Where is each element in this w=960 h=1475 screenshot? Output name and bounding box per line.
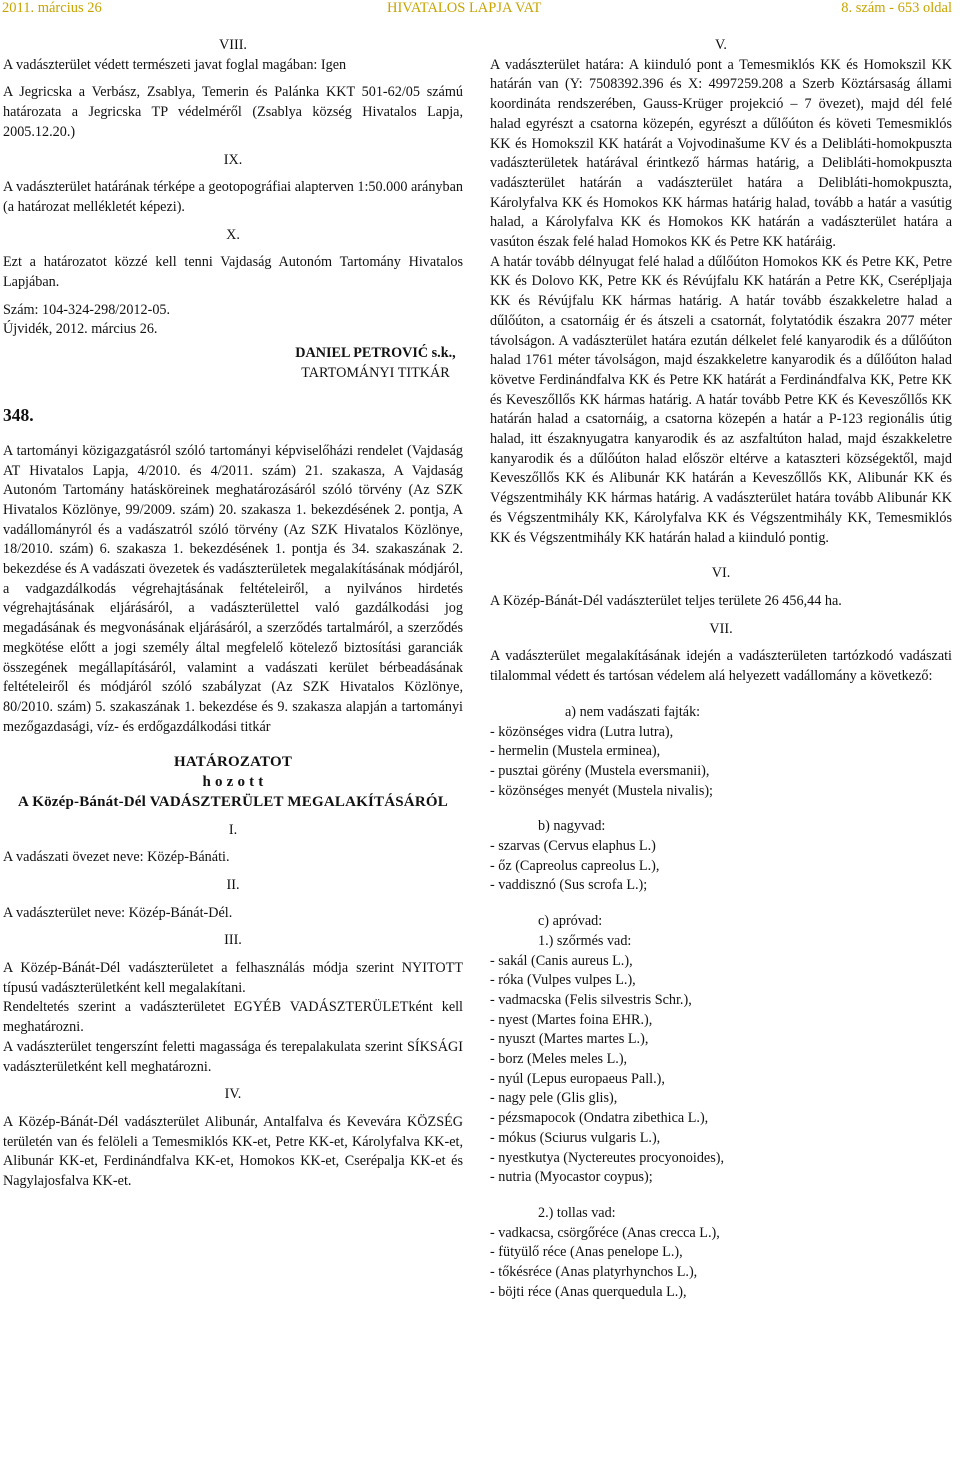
section-8-heading: VIII.	[219, 37, 247, 53]
preamble-text: A tartományi közigazgatásról szóló tartományi képviselőházi rendelet (Vajdaság AT Hivatalos Lapja, 4/2010. és 4/2011. szám) 21. szakasza, A Vajdaság Autonóm Tartomány hatásköreinek meghatározásáról szóló törvény (Az SZK Hivatalos Közlönye, 99/2009. szám) 20. szakasza 1. bekezdésének 2. pontja, A vadállományról és a vadászatról szóló törvény (Az SZK Hivatalos Közlönye, 18/2010. szám) 6. szakasza 1. bekezdésének 1. pontja és 34. szakaszának 2. bekezdése és A vadászati övezetek és vadászterületek megalakításának módjáról, a vadgazdálkodás végrehajtásának feltételeiről, a nyilvános hirdetés végrehajtásának eljárásáról, a vadászterülettel való gazdálkodási jog megadásának és megvonásának eljárásáról, a szerződés tartalmáról, a szerződés megkötése előtt a jogi személy által megfelelő kötelező biztosítási garanciák összegének megállapításáról, valamint a vadászati kerület bérbeadásának feltételeiről és módjáról szóló szabályzat (Az SZK Hivatalos Közlönye, 80/2010. szám) 5. szakaszának 1. bekezdése és 9. szakasza alapján a tartományi mezőgazdasági, víz- és erdőgazdálkodási titkár	[3, 442, 463, 735]
decision-heading: A Közép-Bánát-Dél VADÁSZTERÜLET MEGALAKÍTÁSÁRÓL	[18, 793, 448, 810]
list-item: - hermelin (Mustela erminea),	[490, 743, 661, 760]
category-c1-list	[490, 952, 952, 1188]
section-8-protected-value: A vadászterület védett természeti javat foglal magában: Igen	[3, 56, 347, 73]
section-7-heading: VII.	[709, 620, 733, 637]
section-3-heading: III.	[224, 932, 242, 949]
section-5-heading: V.	[715, 37, 727, 53]
section-7-text: A vadászterület megalakításának idején a vadászterületen tartózkodó vadászati tilalommal védett és tartósan védelem alá helyezett vadállomány a következő:	[490, 648, 952, 685]
list-item: - vaddisznó (Sus scrofa L.);	[490, 877, 648, 894]
category-c2-label: 2.) tollas vad:	[538, 1204, 616, 1221]
category-b-label: b) nagyvad:	[538, 818, 606, 835]
section-3-text-3: A vadászterület tengerszínt feletti magassága és terepalakulata szerint SÍKSÁGI vadászterületként kell meghatározni.	[3, 1038, 463, 1075]
header-page-number: 8. szám - 653 oldal	[841, 0, 952, 16]
section-5-boundary-text-2: A határ tovább délnyugat felé halad a dűlőúton Homokos KK és Petre KK, Petre KK és Dolovo KK, Petre KK és Révújfalu KK határán a Petre KK, Cserépljaja KK és Révújfalu KK hármas határig. A határ tovább északkeletre halad a dűlőúton, a csatornáig ér és átszeli a csatornát, folytatódik északra 2077 méter távolságon. A vadászterület határa ezután délkelet felé kanyarodik és a dűlőúton halad 1761 méter távolságon, majd északkeletre kanyarodik és a dűlőúton halad követve Ferdinándfalva KK és Petre KK határát a Ferdinándfalva KK, Petre KK és Keveszőllős KK hármas határig. A határ tovább Petre KK és Keveszőllős KK határán halad a csatornáig, a csatorna közepén a határ a P-123 regionális útig halad, itt északnyugatra kanyarodik és az aszfaltúton halad, majd északkeletre kanyarodik és a dűlőúton halad először eltérve a kataszteri községektől, majd Keveszőllős KK és Alibunár KK határán a Keveszőllős KK, Alibunár KK és Végszentmihály KK hármas határig. A vadászterület határa tovább Alibunár KK és Végszentmihály KK, Károlyfalva KK és Végszentmihály KK, Temesmiklós KK és Végszentmihály KK határán halad a kiinduló pontig.	[490, 253, 952, 546]
section-8-decision-reference: A Jegricska a Verbász, Zsablya, Temerin és Palánka KKT 501-62/05 számú határozata a Jegricska TP védelméről (Zsablya község Hivatalos Lapja, 2005.12.20.)	[3, 84, 463, 140]
list-item: - róka (Vulpes vulpes L.),	[490, 972, 636, 989]
list-item: - őz (Capreolus capreolus L.),	[490, 857, 660, 874]
section-10-publication-text: Ezt a határozatot közzé kell tenni Vajdaság Autonóm Tartomány Hivatalos Lapjában.	[3, 254, 463, 291]
category-a-list	[490, 723, 952, 802]
section-6-heading: VI.	[711, 565, 731, 582]
list-item: - nyestkutya (Nyctereutes procyonoides),	[490, 1149, 725, 1166]
place-and-date: Újvidék, 2012. március 26.	[3, 321, 158, 338]
list-item: - nutria (Myocastor coypus);	[490, 1169, 653, 1186]
category-c2-list	[490, 1224, 952, 1303]
list-item: - pézsmapocok (Ondatra zibethica L.),	[490, 1110, 709, 1127]
category-a-label: a) nem vadászati fajták:	[565, 703, 701, 720]
section-6-area-text: A Közép-Bánát-Dél vadászterület teljes területe 26 456,44 ha.	[490, 592, 842, 609]
document-number: 348.	[3, 405, 34, 426]
section-10-heading: X.	[226, 226, 240, 243]
section-1-text: A vadászati övezet neve: Közép-Bánáti.	[3, 849, 230, 866]
section-9-map-text: A vadászterület határának térképe a geotopográfiai alapterven 1:50.000 arányban (a határozat mellékletét képezi).	[3, 179, 463, 215]
decision-title: HATÁROZATOT	[173, 754, 293, 771]
list-item: - nyest (Martes foina EHR.),	[490, 1011, 653, 1028]
signatory-title: TARTOMÁNYI TITKÁR	[301, 365, 450, 382]
section-2-heading: II.	[226, 876, 240, 893]
list-item: - böjti réce (Anas querquedula L.),	[490, 1283, 687, 1300]
list-item: - nagy pele (Glis glis),	[490, 1090, 618, 1107]
section-4-heading: IV.	[224, 1086, 242, 1103]
list-item: - nyúl (Lepus europaeus Pall.),	[490, 1070, 665, 1087]
list-item: - szarvas (Cervus elaphus L.)	[490, 838, 656, 855]
list-item: - pusztai görény (Mustela eversmanii),	[490, 762, 710, 779]
left-column	[3, 36, 463, 1192]
list-item: - tőkésréce (Anas platyrhynchos L.),	[490, 1264, 698, 1281]
document-reference-number: Szám: 104-324-298/2012-05.	[3, 301, 171, 318]
section-3-text-2: Rendeltetés szerint a vadászterületet EGYÉB VADÁSZTERÜLETként kell meghatározni.	[3, 999, 463, 1036]
section-3-text-1: A Közép-Bánát-Dél vadászterületet a felhasználás módja szerint NYITOTT típusú vadászterületként kell megalakítani.	[3, 960, 463, 996]
section-4-text: A Közép-Bánát-Dél vadászterület Alibunár, Antalfalva és Kevevára KÖZSÉG területén van és felöleli a Temesmiklós KK-et, Petre KK-et, Károlyfalva KK-et, Alibunár KK-et, Ferdinándfalva KK-et, Homokos KK-et, Cserépalja KK-et és Nagylajosfalva KK-et.	[3, 1113, 463, 1190]
list-item: - mókus (Sciurus vulgaris L.),	[490, 1129, 661, 1146]
signatory-name: DANIEL PETROVIĆ s.k.,	[295, 345, 456, 362]
list-item: - közönséges vidra (Lutra lutra),	[490, 723, 674, 740]
decision-subtitle: h o z o t t	[202, 774, 264, 791]
page-header	[0, 0, 960, 22]
section-1-heading: I.	[228, 821, 238, 838]
header-journal-title: HIVATALOS LAPJA VAT	[387, 0, 542, 16]
section-9-heading: IX.	[223, 151, 243, 168]
right-column	[490, 36, 952, 1302]
section-5-boundary-text-1: A vadászterület határa: A kiinduló pont a Temesmiklós KK és Homokszil KK határán van (Y: 7508392.396 és X: 4997259.208 a Szerb Köztársaság állami koordináta rendszerében, Gauss-Krüger projekció – 7 övezet), majd dél felé halad egyrészt a csatorna közepén, egyrészt a dűlőúton és követi Temesmiklós KK és Homokszil KK határát a Vojvodinašume KV és a Delibláti-homokpuszta vadászterületek határával érintkező hármas határig, a Delibláti-homokpuszta vadászterület határán a vadászterület határa a Delibláti-homokpuszta, Károlyfalva KK és Homokos KK hármas határig halad, tovább a határ a vasútig halad, a Károlyfalva KK és Homokos KK határán a vadászterület határa a vasúton észak felé halad Homokos KK és Petre KK határáig.	[490, 56, 952, 251]
signature-block	[3, 340, 463, 380]
category-c-label: c) apróvad:	[538, 913, 603, 930]
section-2-text: A vadászterület neve: Közép-Bánát-Dél.	[3, 904, 233, 921]
list-item: - nyuszt (Martes martes L.),	[490, 1031, 649, 1048]
list-item: - fütyülő réce (Anas penelope L.),	[490, 1244, 683, 1261]
category-b-list	[490, 837, 952, 896]
list-item: - vadkacsa, csörgőréce (Anas crecca L.),	[490, 1224, 720, 1241]
list-item: - borz (Meles meles L.),	[490, 1051, 628, 1068]
list-item: - közönséges menyét (Mustela nivalis);	[490, 782, 714, 799]
category-c1-label: 1.) szőrmés vad:	[538, 932, 632, 949]
list-item: - sakál (Canis aureus L.),	[490, 952, 633, 969]
list-item: - vadmacska (Felis silvestris Schr.),	[490, 991, 692, 1008]
header-date: 2011. március 26	[2, 0, 102, 16]
